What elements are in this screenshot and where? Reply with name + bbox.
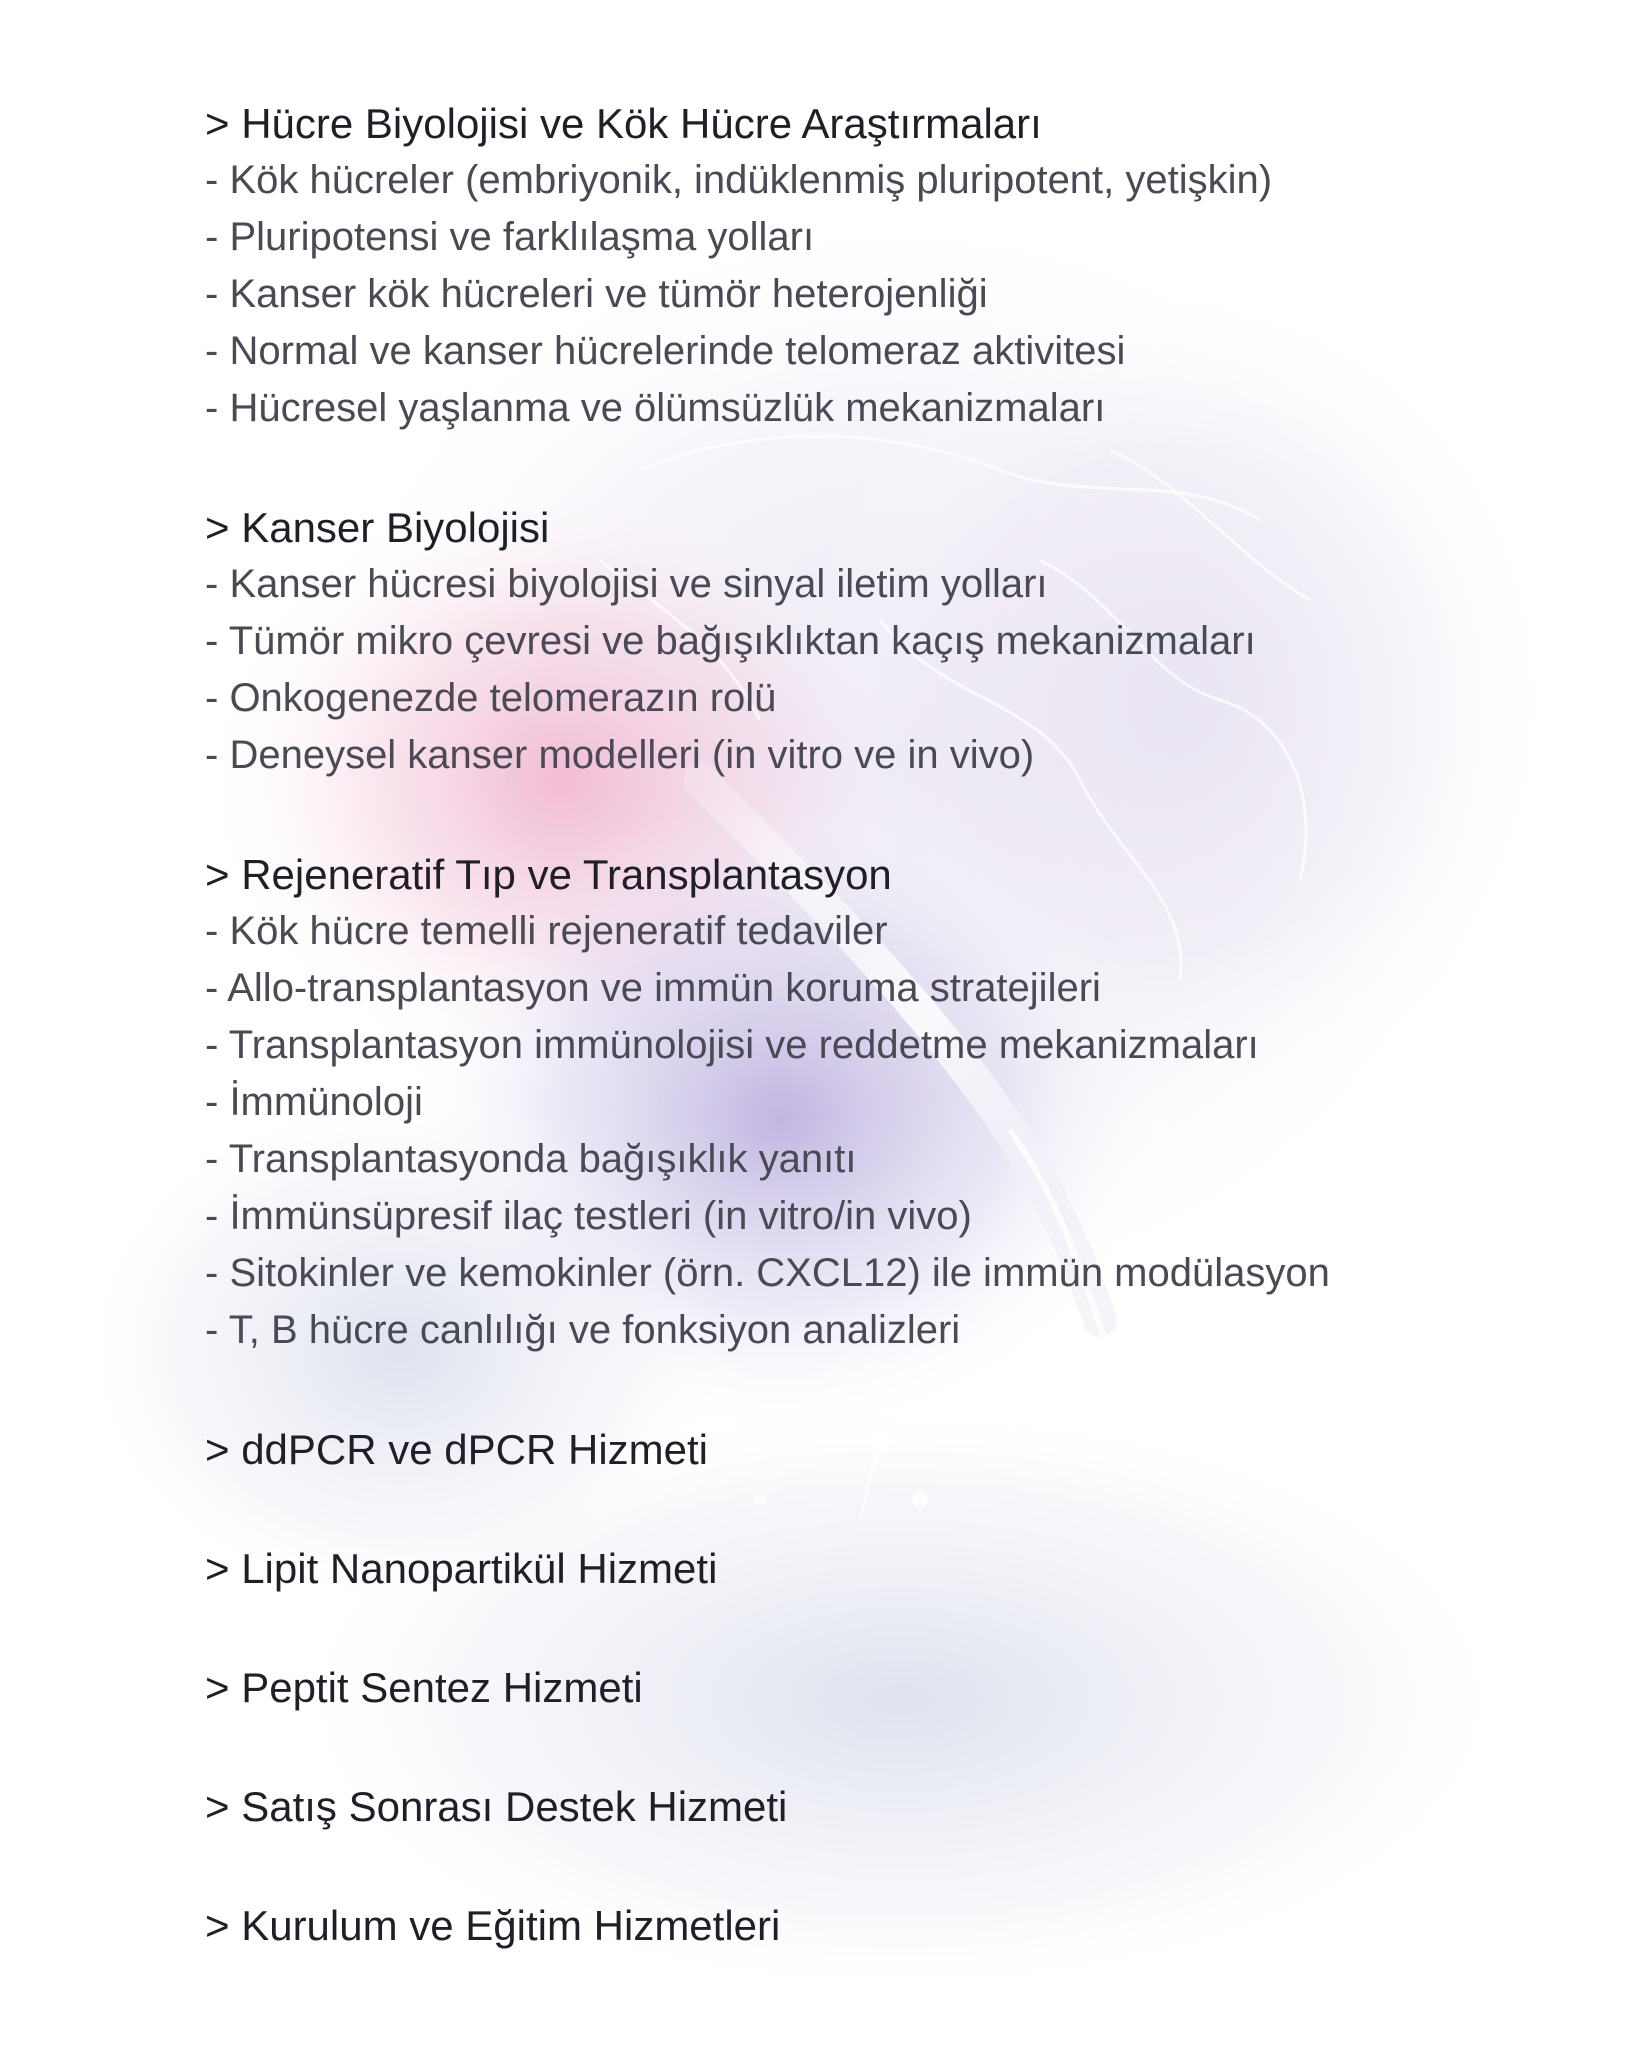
item-text: Hücresel yaşlanma ve ölümsüzlük mekanizmaları: [229, 386, 1106, 430]
heading-text: Satış Sonrası Destek Hizmeti: [241, 1783, 788, 1830]
item-prefix: -: [205, 1080, 230, 1124]
item-prefix: -: [205, 1194, 230, 1238]
heading-text: Kanser Biyolojisi: [241, 504, 550, 551]
item-text: İmmünsüpresif ilaç testleri (in vitro/in vivo): [229, 1194, 972, 1238]
list-item: [205, 613, 1485, 670]
list-item: [205, 266, 1485, 323]
item-prefix: -: [205, 676, 230, 720]
section-after-sales-support: [205, 1778, 1485, 1835]
list-item: [205, 323, 1485, 380]
section-heading: [205, 846, 1485, 903]
item-text: Kanser kök hücreleri ve tümör heterojenliği: [229, 272, 988, 316]
list-item: [205, 380, 1485, 437]
section-heading: [205, 1540, 1485, 1597]
item-prefix: -: [205, 966, 228, 1010]
section-cell-biology: [205, 95, 1485, 437]
section-regenerative-medicine: [205, 846, 1485, 1359]
section-lipid-nanoparticle-service: [205, 1540, 1485, 1597]
item-text: Pluripotensi ve farklılaşma yolları: [229, 215, 815, 259]
item-prefix: -: [205, 619, 229, 663]
section-spacer: [205, 784, 1485, 846]
heading-prefix: >: [205, 851, 242, 898]
heading-text: Rejeneratif Tıp ve Transplantasyon: [241, 851, 892, 898]
item-text: İmmünoloji: [229, 1080, 423, 1124]
list-item: [205, 1245, 1485, 1302]
item-prefix: -: [205, 909, 230, 953]
section-spacer: [205, 1359, 1485, 1421]
item-text: Sitokinler ve kemokinler (örn. CXCL12) ile immün modülasyon: [229, 1251, 1330, 1295]
heading-prefix: >: [205, 1902, 242, 1949]
item-prefix: -: [205, 158, 230, 202]
item-text: Onkogenezde telomerazın rolü: [229, 676, 777, 720]
section-ddpcr-service: [205, 1421, 1485, 1478]
list-item: [205, 1188, 1485, 1245]
section-heading: [205, 95, 1485, 152]
section-heading: [205, 499, 1485, 556]
heading-text: Hücre Biyolojisi ve Kök Hücre Araştırmaları: [241, 100, 1042, 147]
heading-prefix: >: [205, 1664, 242, 1711]
list-item: [205, 1017, 1485, 1074]
heading-prefix: >: [205, 1783, 242, 1830]
list-item: [205, 1074, 1485, 1131]
section-installation-training: [205, 1897, 1485, 1954]
section-peptide-synthesis-service: [205, 1659, 1485, 1716]
item-prefix: -: [205, 329, 230, 373]
heading-text: ddPCR ve dPCR Hizmeti: [241, 1426, 709, 1473]
heading-prefix: >: [205, 100, 242, 147]
section-spacer: [205, 1716, 1485, 1778]
item-text: T, B hücre canlılığı ve fonksiyon analizleri: [228, 1308, 961, 1352]
heading-prefix: >: [205, 504, 242, 551]
item-text: Deneysel kanser modelleri (in vitro ve in vivo): [229, 733, 1035, 777]
section-heading: [205, 1778, 1485, 1835]
item-prefix: -: [205, 1251, 230, 1295]
section-heading: [205, 1897, 1485, 1954]
list-item: [205, 960, 1485, 1017]
item-prefix: -: [205, 1137, 229, 1181]
item-prefix: -: [205, 386, 230, 430]
list-item: [205, 727, 1485, 784]
item-text: Allo-transplantasyon ve immün koruma stratejileri: [227, 966, 1101, 1010]
list-item: [205, 670, 1485, 727]
list-item: [205, 903, 1485, 960]
heading-text: Kurulum ve Eğitim Hizmetleri: [241, 1902, 781, 1949]
item-prefix: -: [205, 272, 230, 316]
section-heading: [205, 1421, 1485, 1478]
section-spacer: [205, 437, 1485, 499]
heading-text: Lipit Nanopartikül Hizmeti: [241, 1545, 718, 1592]
section-spacer: [205, 1835, 1485, 1897]
heading-prefix: >: [205, 1426, 242, 1473]
item-prefix: -: [205, 1308, 229, 1352]
list-item: [205, 1131, 1485, 1188]
item-prefix: -: [205, 733, 230, 777]
item-text: Kanser hücresi biyolojisi ve sinyal iletim yolları: [229, 562, 1048, 606]
list-item: [205, 1302, 1485, 1359]
section-heading: [205, 1659, 1485, 1716]
item-prefix: -: [205, 215, 230, 259]
item-text: Kök hücre temelli rejeneratif tedaviler: [229, 909, 888, 953]
item-text: Transplantasyon immünolojisi ve reddetme mekanizmaları: [228, 1023, 1259, 1067]
item-text: Kök hücreler (embriyonik, indüklenmiş pluripotent, yetişkin): [229, 158, 1273, 202]
item-text: Tümör mikro çevresi ve bağışıklıktan kaçış mekanizmaları: [228, 619, 1256, 663]
item-text: Transplantasyonda bağışıklık yanıtı: [228, 1137, 857, 1181]
item-prefix: -: [205, 1023, 229, 1067]
list-item: [205, 152, 1485, 209]
heading-text: Peptit Sentez Hizmeti: [241, 1664, 643, 1711]
heading-prefix: >: [205, 1545, 242, 1592]
section-spacer: [205, 1478, 1485, 1540]
item-prefix: -: [205, 562, 230, 606]
item-text: Normal ve kanser hücrelerinde telomeraz aktivitesi: [229, 329, 1126, 373]
service-list: [205, 95, 1485, 1954]
list-item: [205, 556, 1485, 613]
list-item: [205, 209, 1485, 266]
section-spacer: [205, 1597, 1485, 1659]
section-cancer-biology: [205, 499, 1485, 784]
